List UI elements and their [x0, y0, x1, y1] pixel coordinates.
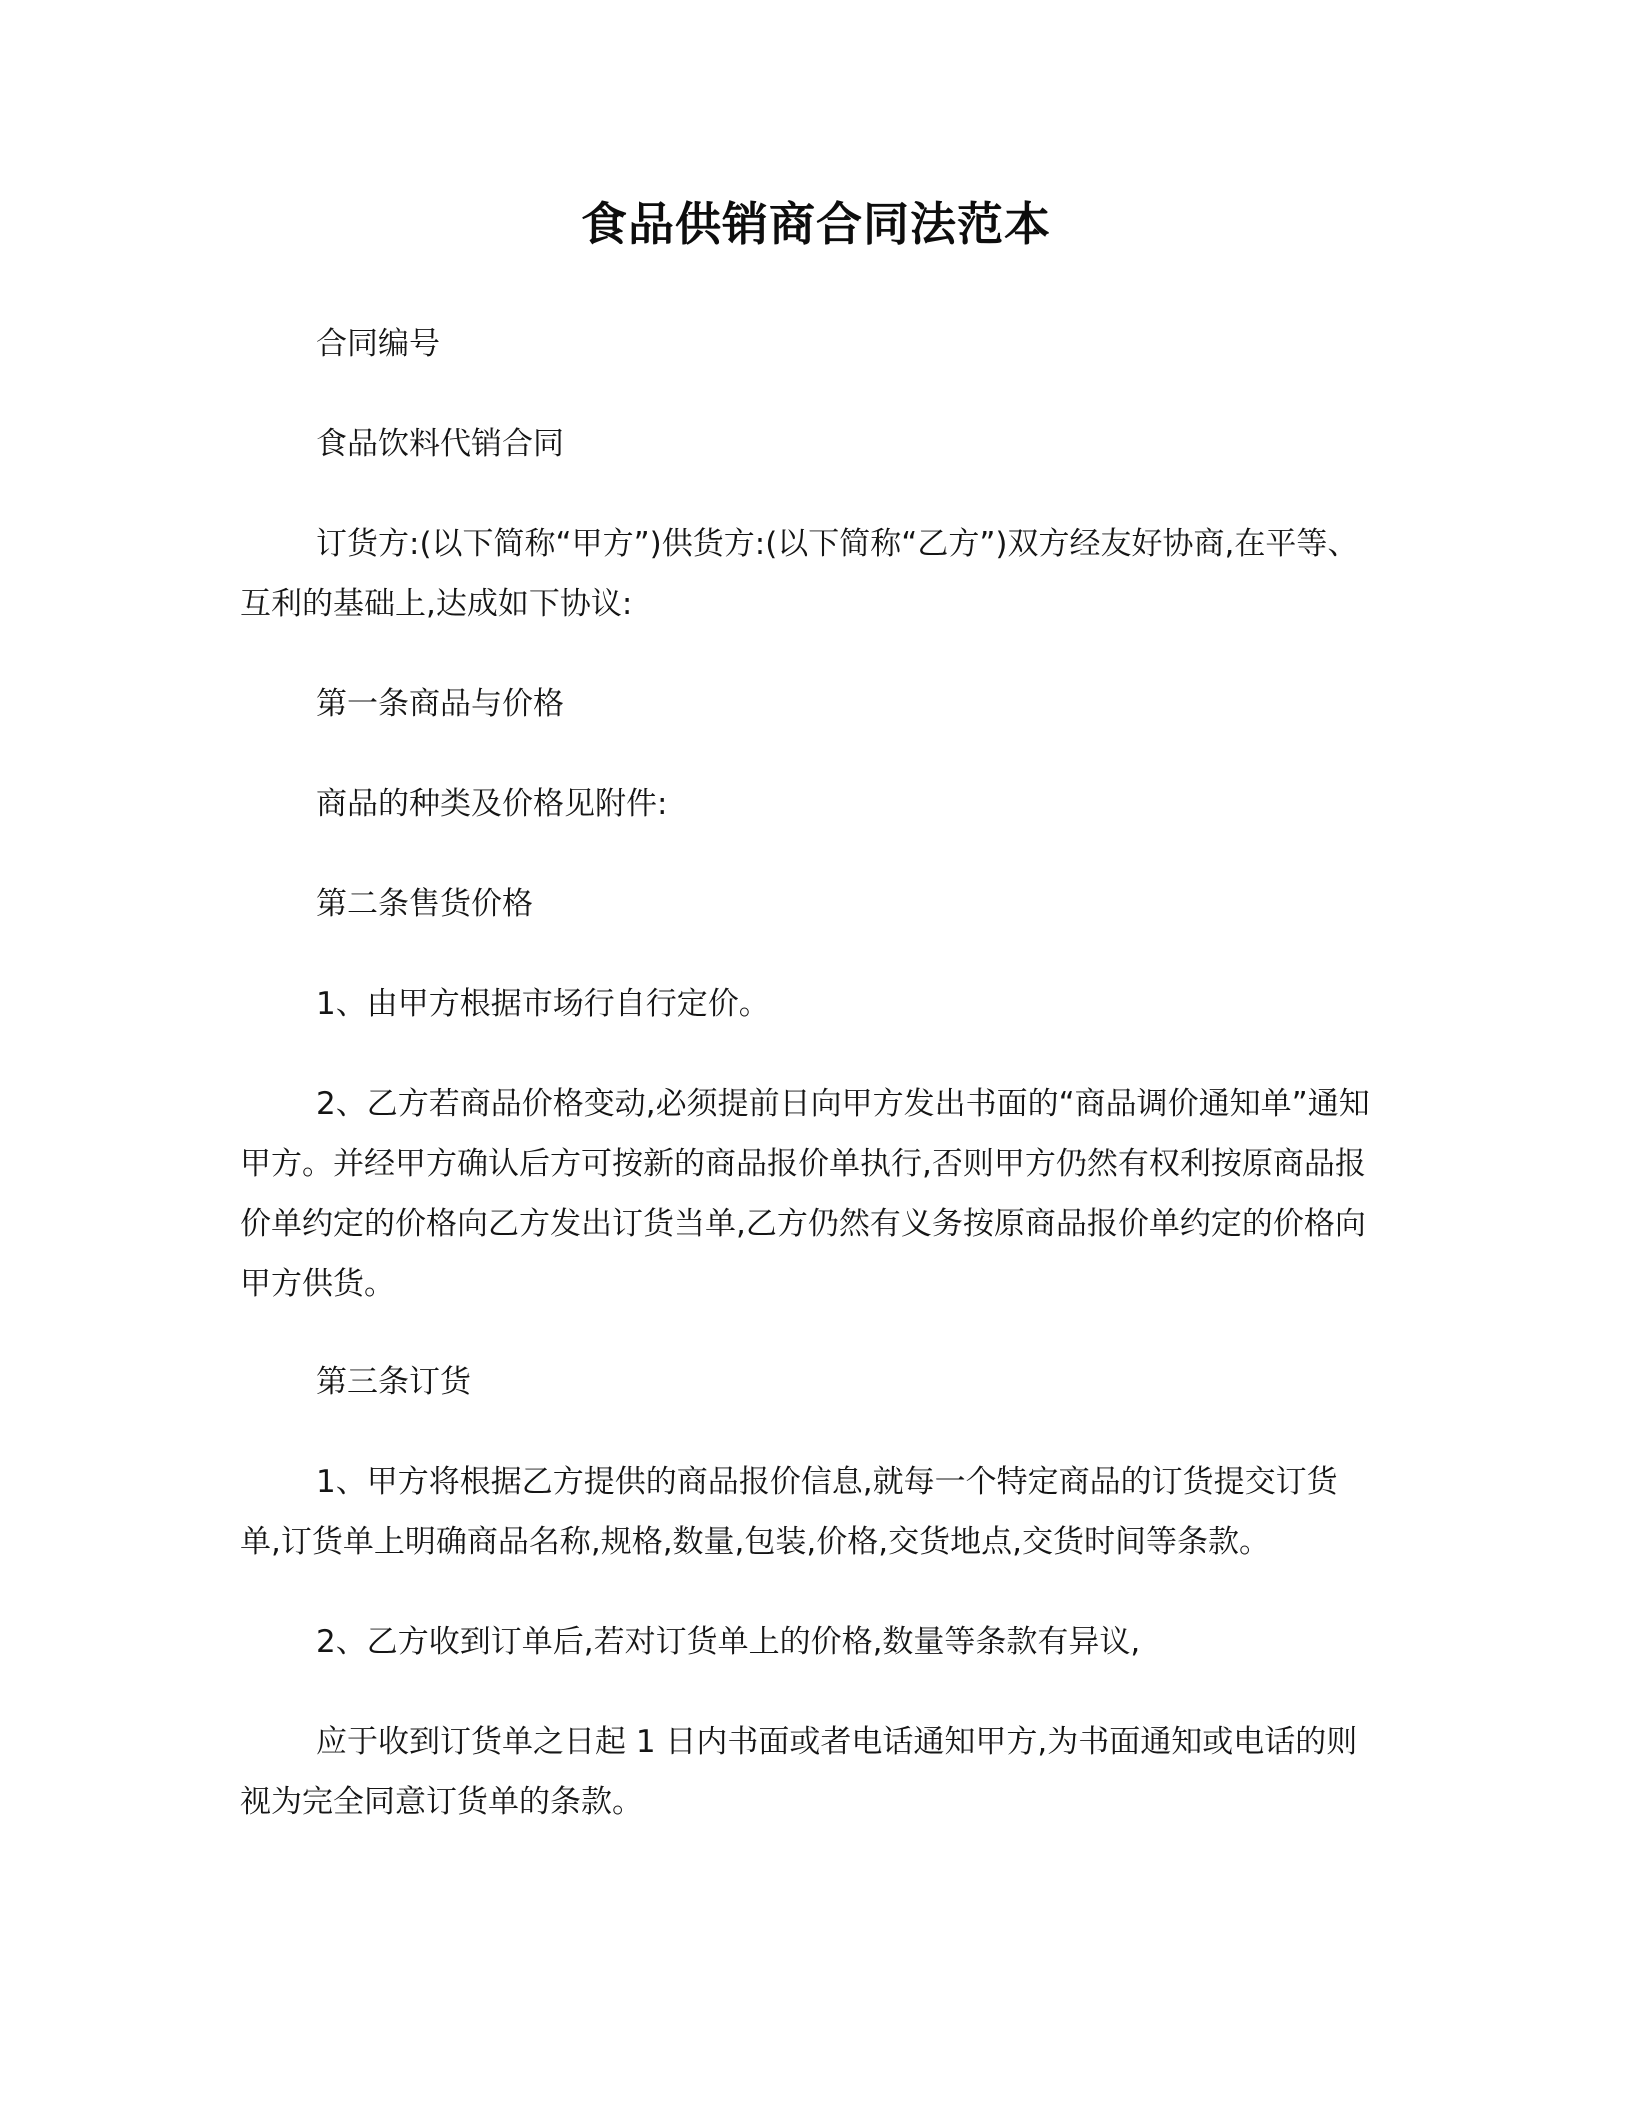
preamble-paragraph: 订货方:(以下简称“甲方”)供货方:(以下简称“乙方”)双方经友好协商,在平等、互利的基础上,达成如下协议:	[240, 526, 1359, 622]
article1-text: 商品的种类及价格见附件:	[316, 786, 668, 822]
article3-item1: 1、甲方将根据乙方提供的商品报价信息,就每一个特定商品的订货提交订货单,订货单上明确商品名称,规格,数量,包装,价格,交货地点,交货时间等条款。	[240, 1464, 1338, 1560]
contract-number-label: 合同编号	[316, 326, 440, 362]
article3-item2-continued: 应于收到订货单之日起 1 日内书面或者电话通知甲方,为书面通知或电话的则视为完全同意订货单的条款。	[240, 1724, 1358, 1820]
document-title: 食品供销商合同法范本	[581, 197, 1051, 251]
article3-heading: 第三条订货	[316, 1364, 471, 1400]
article1-heading: 第一条商品与价格	[316, 686, 564, 722]
article2-item1: 1、由甲方根据市场行自行定价。	[316, 986, 770, 1022]
document-subtitle: 食品饮料代销合同	[316, 426, 564, 462]
article2-item2: 2、乙方若商品价格变动,必须提前日向甲方发出书面的“商品调价通知单”通知甲方。并经甲方确认后方可按新的商品报价单执行,否则甲方仍然有权利按原商品报价单约定的价格向乙方发出订货当单,乙方仍然有义务按原商品报价单约定的价格向甲方供货。	[240, 1086, 1370, 1302]
article2-heading: 第二条售货价格	[316, 886, 533, 922]
article3-item2: 2、乙方收到订单后,若对订货单上的价格,数量等条款有异议,	[316, 1624, 1141, 1660]
